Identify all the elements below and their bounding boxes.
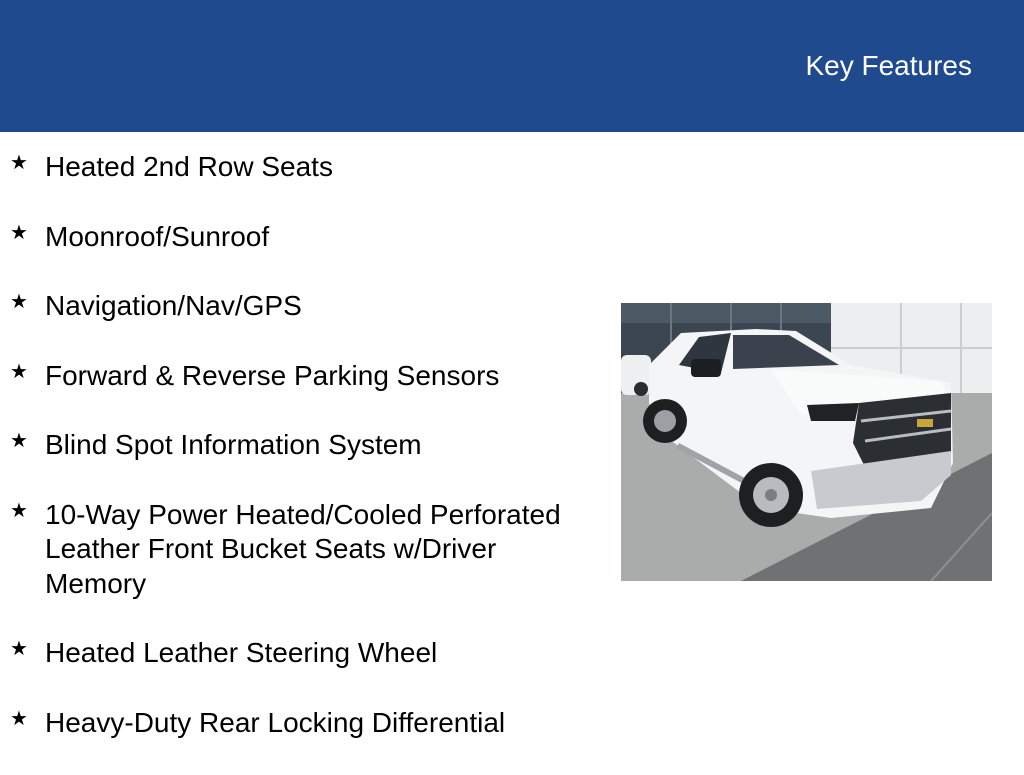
feature-item bbox=[0, 498, 585, 602]
feature-label: Blind Spot Information System bbox=[45, 429, 422, 460]
star-icon: ★ bbox=[10, 430, 28, 452]
feature-label: 10-Way Power Heated/Cooled Perforated Leather Front Bucket Seats w/Driver Memory bbox=[45, 498, 561, 599]
page-title: Key Features bbox=[805, 50, 972, 81]
feature-item bbox=[0, 150, 585, 185]
feature-item bbox=[0, 359, 585, 394]
feature-label: Heated Leather Steering Wheel bbox=[45, 637, 438, 668]
feature-item bbox=[0, 289, 585, 324]
star-icon: ★ bbox=[10, 707, 28, 730]
feature-label: Heated 2nd Row Seats bbox=[45, 151, 333, 182]
star-icon: ★ bbox=[10, 221, 28, 244]
feature-label: Forward & Reverse Parking Sensors bbox=[45, 359, 500, 391]
star-icon: ★ bbox=[10, 499, 28, 522]
feature-item bbox=[0, 636, 585, 671]
feature-item bbox=[0, 220, 585, 255]
header-banner bbox=[0, 0, 1024, 132]
vehicle-photo bbox=[621, 303, 992, 581]
star-icon: ★ bbox=[10, 152, 28, 174]
star-icon: ★ bbox=[10, 360, 28, 383]
truck-image bbox=[621, 303, 992, 581]
feature-label: Navigation/Nav/GPS bbox=[45, 290, 302, 321]
feature-item bbox=[0, 706, 585, 741]
feature-label: Heavy-Duty Rear Locking Differential bbox=[45, 706, 506, 738]
feature-list bbox=[0, 150, 600, 775]
feature-item bbox=[0, 428, 585, 463]
star-icon: ★ bbox=[10, 638, 28, 660]
feature-label: Moonroof/Sunroof bbox=[45, 220, 270, 252]
star-icon: ★ bbox=[10, 291, 28, 313]
